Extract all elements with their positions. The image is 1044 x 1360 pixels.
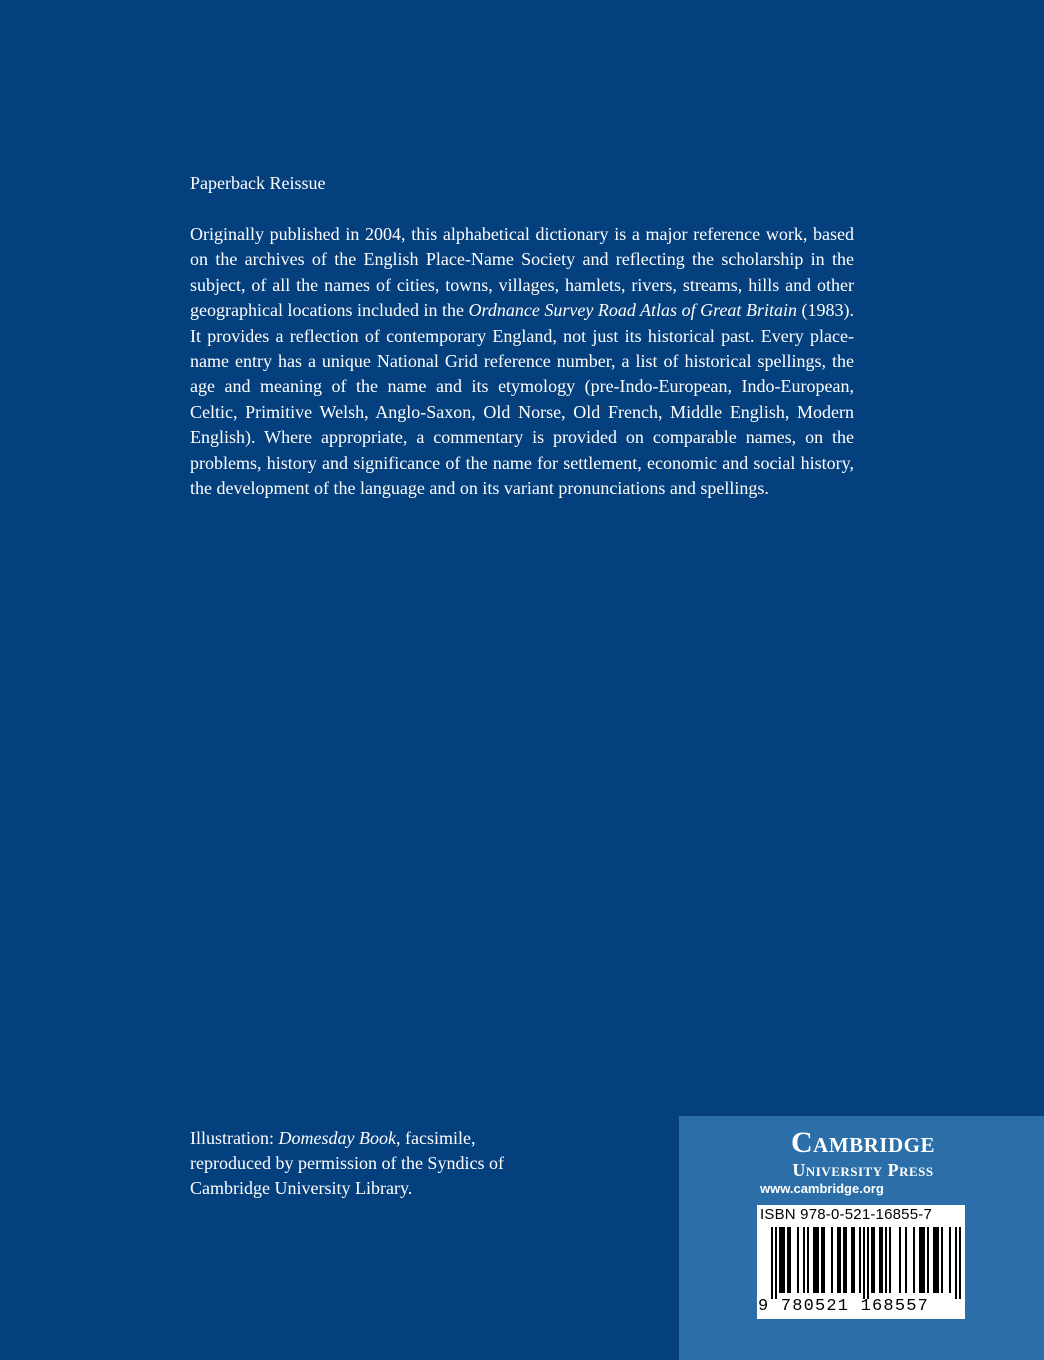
barcode-bar <box>803 1227 805 1293</box>
edition-label: Paperback Reissue <box>190 173 326 193</box>
barcode-bar <box>955 1227 957 1299</box>
publisher-subname: University Press <box>792 1160 934 1180</box>
barcode-bar <box>821 1227 825 1293</box>
barcode-bar <box>813 1227 819 1293</box>
isbn-label: ISBN 978-0-521-16855-7 <box>760 1206 933 1223</box>
barcode-bar <box>927 1227 929 1293</box>
barcode-bar <box>949 1227 951 1293</box>
ean-digits: 9 780521 168557 <box>758 1297 930 1316</box>
barcode-bar <box>843 1227 847 1293</box>
barcode-bar <box>837 1227 841 1293</box>
barcode-bar <box>797 1227 799 1293</box>
description-text-part2: (1983). It provides a reflection of contemporary England, not just its historical past. Every place-name entry has a unique National Grid reference number, a list of historical spellings, the age and meaning of the name and its etymology (pre-Indo-European, Indo-European, Celtic, Primitive Welsh, Anglo-Saxon, Old Norse, Old French, Middle English, Modern English). Where appropriate, a commentary is provided on comparable names, on the problems, history and significance of the name for settlement, economic and social history, the development of the language and on its variant pronunciations and spellings. <box>190 300 854 499</box>
credit-line-2: reproduced by permission of the Syndics of <box>190 1153 504 1173</box>
barcode-bar <box>871 1227 875 1293</box>
barcode-bar <box>959 1227 961 1299</box>
barcode-area <box>757 1205 965 1319</box>
barcode-bar <box>899 1227 901 1293</box>
barcode-bar <box>787 1227 791 1293</box>
publisher-logo <box>757 1126 969 1180</box>
barcode-bar <box>831 1227 833 1293</box>
book-description <box>190 222 854 501</box>
credit-suffix: , facsimile, <box>395 1128 476 1148</box>
barcode-bar <box>879 1227 883 1293</box>
publisher-website: www.cambridge.org <box>760 1181 884 1196</box>
barcode-bar <box>771 1227 773 1299</box>
barcode-bar <box>779 1227 785 1293</box>
barcode-bar <box>807 1227 809 1293</box>
illustration-credit <box>190 1126 590 1201</box>
credit-prefix: Illustration: <box>190 1128 279 1148</box>
barcode-bar <box>941 1227 943 1293</box>
credit-line-1 <box>190 1126 590 1151</box>
barcode-bar <box>859 1227 861 1293</box>
illustration-title: Domesday Book <box>278 1128 396 1148</box>
barcode-bars <box>757 1227 965 1299</box>
atlas-title: Ordnance Survey Road Atlas of Great Britain <box>468 300 797 321</box>
barcode-bar <box>889 1227 891 1293</box>
barcode-bar <box>919 1227 925 1293</box>
barcode-bar <box>851 1227 855 1293</box>
publisher-name: Cambridge <box>790 1126 935 1159</box>
barcode-bar <box>867 1227 869 1299</box>
barcode-bar <box>913 1227 915 1293</box>
barcode-bar <box>863 1227 865 1299</box>
barcode-bar <box>933 1227 939 1293</box>
barcode-bar <box>775 1227 777 1299</box>
description-text-part1: Originally published in 2004, this alphabetical dictionary is a major reference work, based on the archives of the English Place-Name Society and reflecting the scholarship in the subject, of all the names of cities, towns, villages, hamlets, rivers, streams, hills and other geographical locations included in the <box>190 224 854 321</box>
barcode-bar <box>905 1227 907 1293</box>
credit-line-3: Cambridge University Library. <box>190 1178 413 1198</box>
barcode-bar <box>885 1227 887 1293</box>
